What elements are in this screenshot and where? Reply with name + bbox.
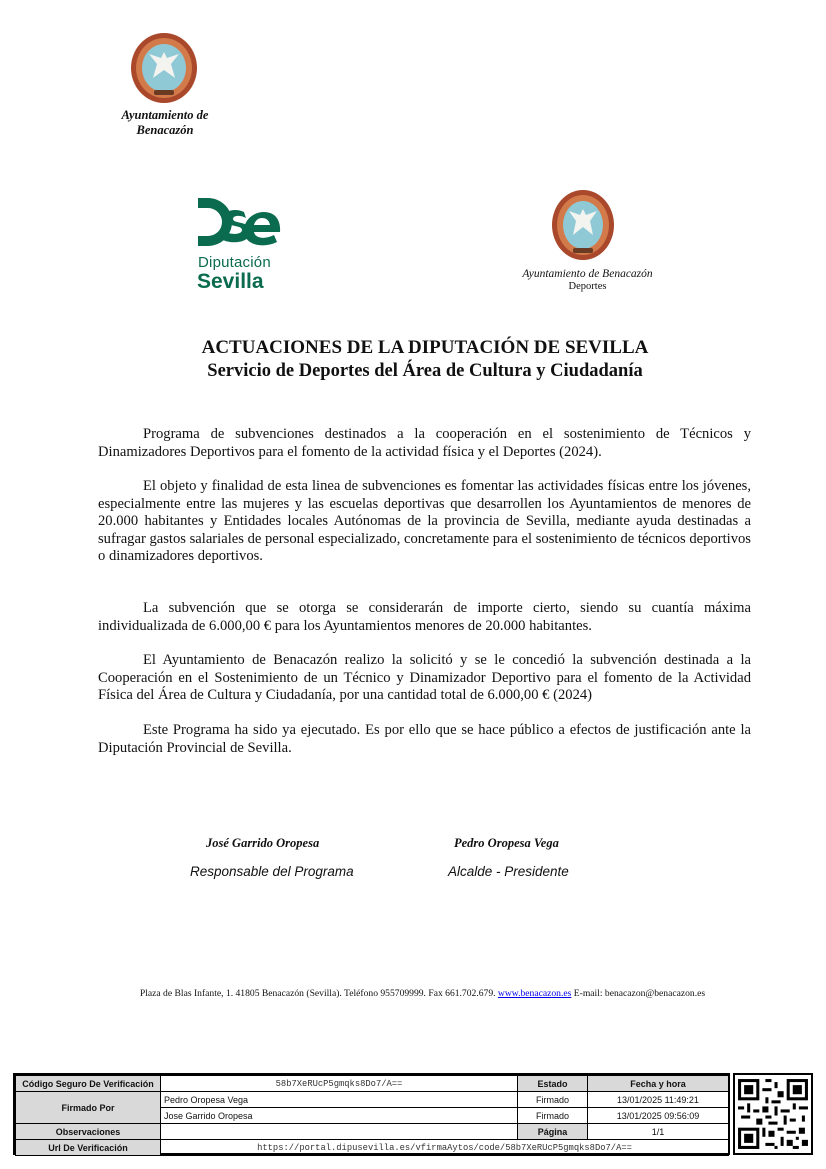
top-crest-caption	[95, 108, 235, 138]
pagina-label: Página	[518, 1124, 588, 1140]
csv-value: 58b7XeRUcP5gmqks8Do7/A==	[161, 1076, 518, 1092]
qr-code	[733, 1073, 813, 1155]
benacazon-crest-top	[130, 32, 198, 104]
document-subtitle: Servicio de Deportes del Área de Cultura y Ciudadanía	[207, 361, 643, 381]
signature-role-1: Responsable del Programa	[190, 864, 354, 879]
pagina-value: 1/1	[588, 1124, 729, 1140]
footer-email: E-mail: benacazon@benacazon.es	[573, 988, 706, 999]
signature-role-2: Alcalde - Presidente	[448, 864, 569, 879]
paragraph-3: La subvención que se otorga se considerarán de importe cierto, siendo su cuantía máxima individualizada de 6.000,00 € para los Ayuntamientos menores de 20.000 habitantes.	[98, 600, 751, 634]
observaciones-label: Observaciones	[16, 1124, 161, 1140]
deportes-caption-line-2: Deportes	[568, 281, 607, 292]
firmado-por-label: Firmado Por	[16, 1092, 161, 1124]
signature-name-1: José Garrido Oropesa	[206, 836, 320, 850]
csv-label: Código Seguro De Verificación	[16, 1076, 161, 1092]
paragraph-5: Este Programa ha sido ya ejecutado. Es por ello que se hace público a efectos de justificación ante la Diputación Provincial de Sevilla.	[98, 722, 751, 756]
table-row	[16, 1076, 729, 1092]
paragraph-1: Programa de subvenciones destinados a la cooperación en el sostenimiento de Técnicos y Dinamizadores Deportivos para el fomento de la actividad física y el Deportes (2024).	[98, 426, 751, 460]
observaciones-value	[161, 1124, 518, 1140]
dipu-logo-word-diputacion: Diputación	[198, 254, 271, 271]
dipu-logo-word-sevilla: Sevilla	[197, 270, 264, 293]
url-value[interactable]: https://portal.dipusevilla.es/vfirmaAytos/code/58b7XeRUcP5gmqks8Do7/A==	[161, 1140, 729, 1156]
signer-fecha: 13/01/2025 11:49:21	[588, 1092, 729, 1108]
table-row	[16, 1092, 729, 1108]
caption-line-1: Ayuntamiento de	[121, 108, 209, 122]
paragraph-2: El objeto y finalidad de esta linea de subvenciones es fomentar las actividades físicas entre los jóvenes, especialmente entre las mujeres y las escuelas deportivas que desarrollen los Ayuntamientos de menores de 20.000 habitantes y Entidades locales Autónomas de la provincia de Sevilla, mediante ayuda destinadas a sufragar gastos salariales de personal especializado, concretamente para el sostenimiento de técnicos deportivos o dinamizadores deportivos.	[98, 478, 751, 564]
estado-label: Estado	[518, 1076, 588, 1092]
signature-name-2: Pedro Oropesa Vega	[454, 836, 559, 850]
dipu-logo-mark-icon	[196, 196, 282, 252]
fecha-label: Fecha y hora	[588, 1076, 729, 1092]
diputacion-sevilla-logo	[196, 196, 286, 296]
footer-address-text: Plaza de Blas Infante, 1. 41805 Benacazón (Sevilla). Teléfono 955709999. Fax 661.702.679.	[139, 988, 496, 999]
document-title: ACTUACIONES DE LA DIPUTACIÓN DE SEVILLA	[201, 337, 649, 358]
qr-code-icon	[735, 1075, 811, 1153]
deportes-caption-line-1: Ayuntamiento de Benacazón	[522, 268, 653, 280]
signer-estado: Firmado	[518, 1092, 588, 1108]
paragraph-4: El Ayuntamiento de Benacazón realizo la solicitó y se le concedió la subvención destinada a la Cooperación en el Sostenimiento de un Técnico y Dinamizador Deportivo para el fomento de la Actividad Física del Área de Cultura y Ciudadanía, por una cantidad total de 6.000,00 € (2024)	[98, 652, 751, 703]
signer-name: Pedro Oropesa Vega	[161, 1092, 518, 1108]
caption-line-2: Benacazón	[136, 123, 194, 137]
table-row	[16, 1140, 729, 1156]
signer-fecha: 13/01/2025 09:56:09	[588, 1108, 729, 1124]
url-label: Url De Verificación	[16, 1140, 161, 1156]
verification-table	[13, 1073, 730, 1155]
signer-name: Jose Garrido Oropesa	[161, 1108, 518, 1124]
website-link[interactable]: www.benacazon.es	[497, 988, 572, 999]
footer-address	[60, 988, 785, 999]
table-row	[16, 1124, 729, 1140]
signer-estado: Firmado	[518, 1108, 588, 1124]
benacazon-crest-deportes	[551, 188, 615, 264]
